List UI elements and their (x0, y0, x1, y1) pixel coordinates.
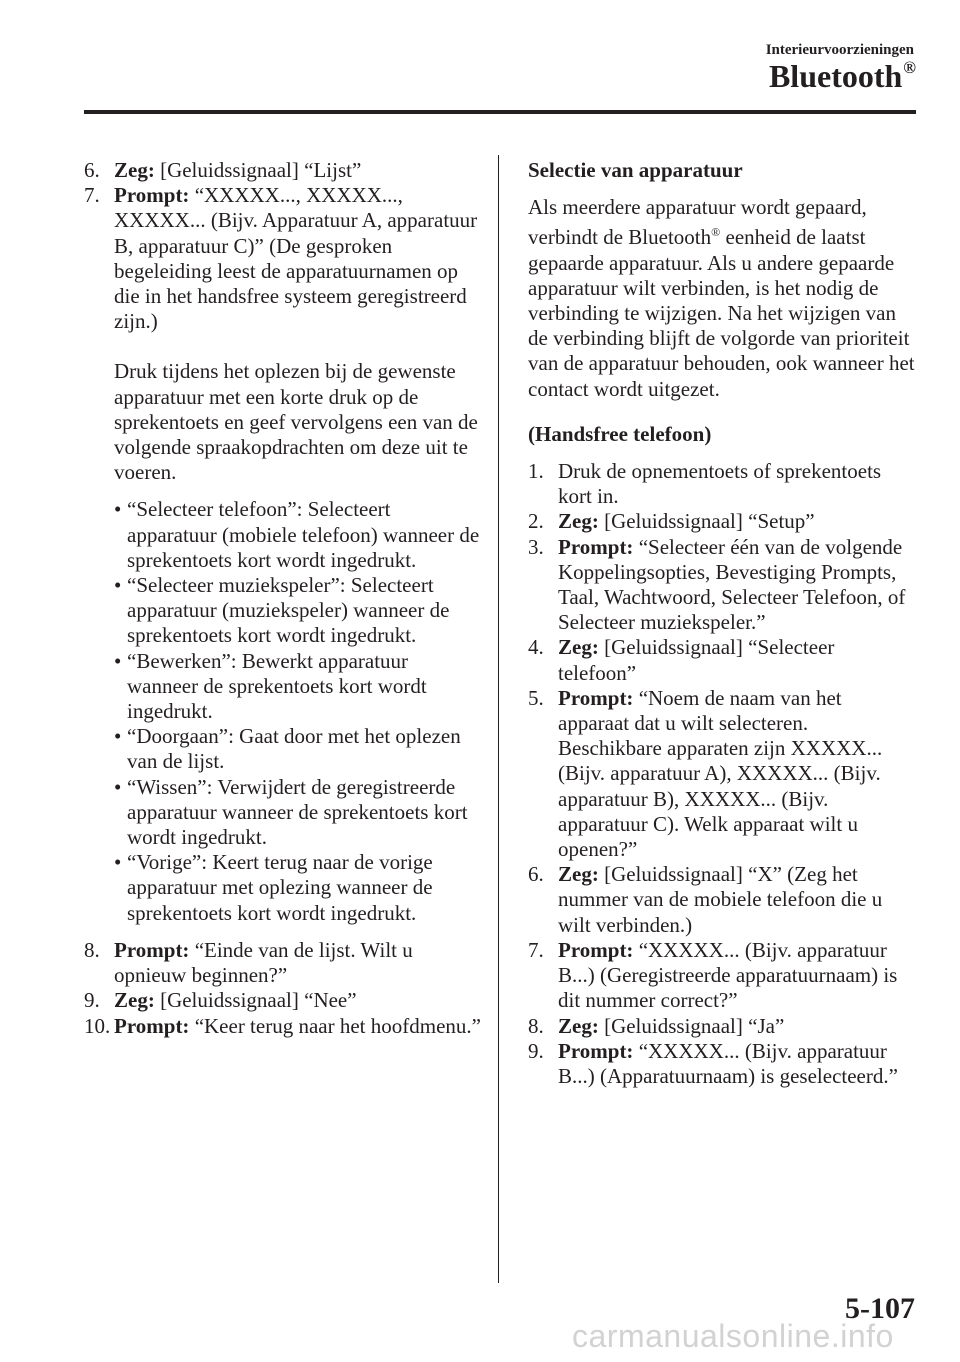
step-1 (528, 459, 916, 509)
step-5 (528, 686, 916, 862)
step-text: [Geluidssignaal] “X” (Zeg het nummer van de mobiele telefoon die u wilt verbinden.) (558, 862, 883, 937)
step-label: Prompt: (558, 937, 634, 962)
step-number: 2. (528, 509, 544, 534)
step-label: Prompt: (558, 1038, 634, 1063)
voice-command-list (84, 497, 482, 925)
step-text: “Selecteer één van de volgende Koppelingsopties, Bevestiging Prompts, Taal, Wachtwoord, Selecteer Telefoon, of Selecteer muziekspeler.” (558, 534, 906, 635)
page-number: 5-107 (845, 1292, 915, 1325)
step-text: [Geluidssignaal] “Selecteer telefoon” (558, 635, 835, 685)
page-title-text: Bluetooth (768, 58, 903, 94)
step-number: 1. (528, 459, 544, 484)
step-2 (528, 509, 916, 534)
list-item (114, 573, 482, 649)
column-divider (498, 155, 499, 1283)
step-label: Zeg: (558, 509, 599, 534)
intro-text-b: eenheid de laatst gepaarde apparatuur. Als u andere gepaarde apparatuur wilt verbinden, is het nodig de verbinding te wijzigen. Na het wijzigen van de verbinding blijft de volgorde van prioriteit van de apparatuur behouden, ook wanneer het contact wordt uitgezet. (528, 225, 915, 401)
step-number: 10. (84, 1013, 111, 1038)
step-4 (528, 635, 916, 685)
step-label: Zeg: (558, 862, 599, 887)
list-item (114, 850, 482, 926)
step-label: Prompt: (558, 534, 634, 559)
sub-heading: (Handsfree telefoon) (528, 421, 712, 446)
list-item-text: “Wissen”: Verwijdert de geregistreerde apparatuur wanneer de sprekentoets kort wordt ingedrukt. (127, 774, 468, 850)
list-item-text: “Selecteer muziekspeler”: Selecteert apparatuur (muziekspeler) wanneer de sprekentoets kort wordt ingedrukt. (127, 573, 450, 648)
list-item (114, 497, 482, 573)
step-8 (84, 938, 482, 988)
step-label: Zeg: (114, 988, 155, 1013)
step-number: 9. (84, 988, 100, 1013)
step-text: “XXXXX... (Bijv. apparatuur B...) (Geregistreerde apparatuurnaam) is dit nummer correct?” (558, 937, 898, 1013)
intro-paragraph (528, 195, 916, 402)
bullet-dot: • (114, 573, 122, 598)
step-text: “XXXXX..., XXXXX..., XXXXX... (Bijv. Apparatuur A, apparatuur B, apparatuur C)” (De gesproken begeleiding leest de apparatuurnamen op die in het handsfree systeem geregistreerd zijn.) (114, 183, 478, 334)
bullet-dot: • (114, 648, 122, 673)
step-7 (528, 938, 916, 1014)
list-item-text: “Doorgaan”: Gaat door met het oplezen van de lijst. (127, 724, 461, 774)
step-7 (84, 183, 482, 334)
registered-mark: ® (711, 225, 721, 240)
section-label: Interieurvoorzieningen (765, 42, 914, 58)
list-item-text: “Selecteer telefoon”: Selecteert apparatuur (mobiele telefoon) wanneer de sprekentoets kort wordt ingedrukt. (127, 497, 480, 572)
step-label: Zeg: (558, 635, 599, 660)
step-number: 7. (84, 183, 100, 208)
section-heading: Selectie van apparatuur (528, 158, 743, 182)
step-label: Prompt: (558, 685, 634, 710)
list-item (114, 724, 482, 774)
watermark: carmanualsonline.info (572, 1318, 894, 1354)
step-text: “Keer terug naar het hoofdmenu.” (189, 1013, 481, 1038)
page-title (769, 58, 916, 95)
intro-text-a: Als meerdere apparatuur wordt gepaard, verbindt de Bluetooth (528, 195, 867, 250)
step-text: [Geluidssignaal] “Setup” (598, 509, 815, 534)
step-text: “XXXXX... (Bijv. apparatuur B...) (Apparatuurnaam) is geselecteerd.” (558, 1038, 898, 1088)
list-item-text: “Bewerken”: Bewerkt apparatuur wanneer de sprekentoets kort wordt ingedrukt. (127, 648, 427, 724)
header-rule (84, 110, 916, 114)
bullet-dot: • (114, 850, 122, 875)
list-item (114, 649, 482, 725)
step-text: [Geluidssignaal] “Nee” (154, 988, 357, 1013)
step-number: 7. (528, 937, 544, 962)
step-label: Zeg: (114, 158, 155, 182)
instruction-paragraph: Druk tijdens het oplezen bij de gewenste apparatuur met een korte druk op de sprekentoets en geef vervolgens een van de volgende spraakopdrachten om deze uit te voeren. (114, 359, 478, 485)
step-number: 9. (528, 1038, 544, 1063)
step-text: “Einde van de lijst. Wilt u opnieuw beginnen?” (114, 937, 413, 988)
step-9 (528, 1039, 916, 1089)
step-label: Zeg: (558, 1013, 599, 1038)
step-number: 8. (84, 937, 100, 962)
bullet-dot: • (114, 497, 122, 522)
step-8 (528, 1014, 916, 1039)
step-number: 3. (528, 534, 544, 559)
list-item-text: “Vorige”: Keert terug naar de vorige apparatuur met oplezing wanneer de sprekentoets kort wordt ingedrukt. (127, 850, 433, 925)
step-text: [Geluidssignaal] “Lijst” (154, 158, 362, 182)
step-text: Druk de opnementoets of sprekentoets kort in. (558, 459, 882, 509)
registered-mark: ® (903, 58, 916, 77)
step-6 (84, 158, 482, 183)
step-number: 6. (84, 158, 100, 182)
step-text: [Geluidssignaal] “Ja” (598, 1013, 785, 1038)
step-number: 6. (528, 862, 544, 887)
step-9 (84, 988, 482, 1013)
right-column (528, 158, 916, 1089)
step-6 (528, 862, 916, 938)
bullet-dot: • (114, 774, 122, 799)
step-label: Prompt: (114, 937, 190, 962)
left-column (84, 158, 482, 1039)
bullet-dot: • (114, 724, 122, 749)
list-item (114, 775, 482, 851)
step-number: 8. (528, 1013, 544, 1038)
step-number: 5. (528, 685, 544, 710)
step-text: “Noem de naam van het apparaat dat u wilt selecteren. Beschikbare apparaten zijn XXXXX... (Bijv. apparatuur A), XXXXX... (Bijv. apparatuur B), XXXXX... (Bijv. apparatuur C). Welk apparaat wilt u openen?” (558, 685, 883, 862)
step-number: 4. (528, 635, 544, 660)
step-10 (84, 1014, 482, 1039)
step-label: Prompt: (114, 1013, 190, 1038)
step-label: Prompt: (114, 183, 190, 208)
step-3 (528, 535, 916, 636)
